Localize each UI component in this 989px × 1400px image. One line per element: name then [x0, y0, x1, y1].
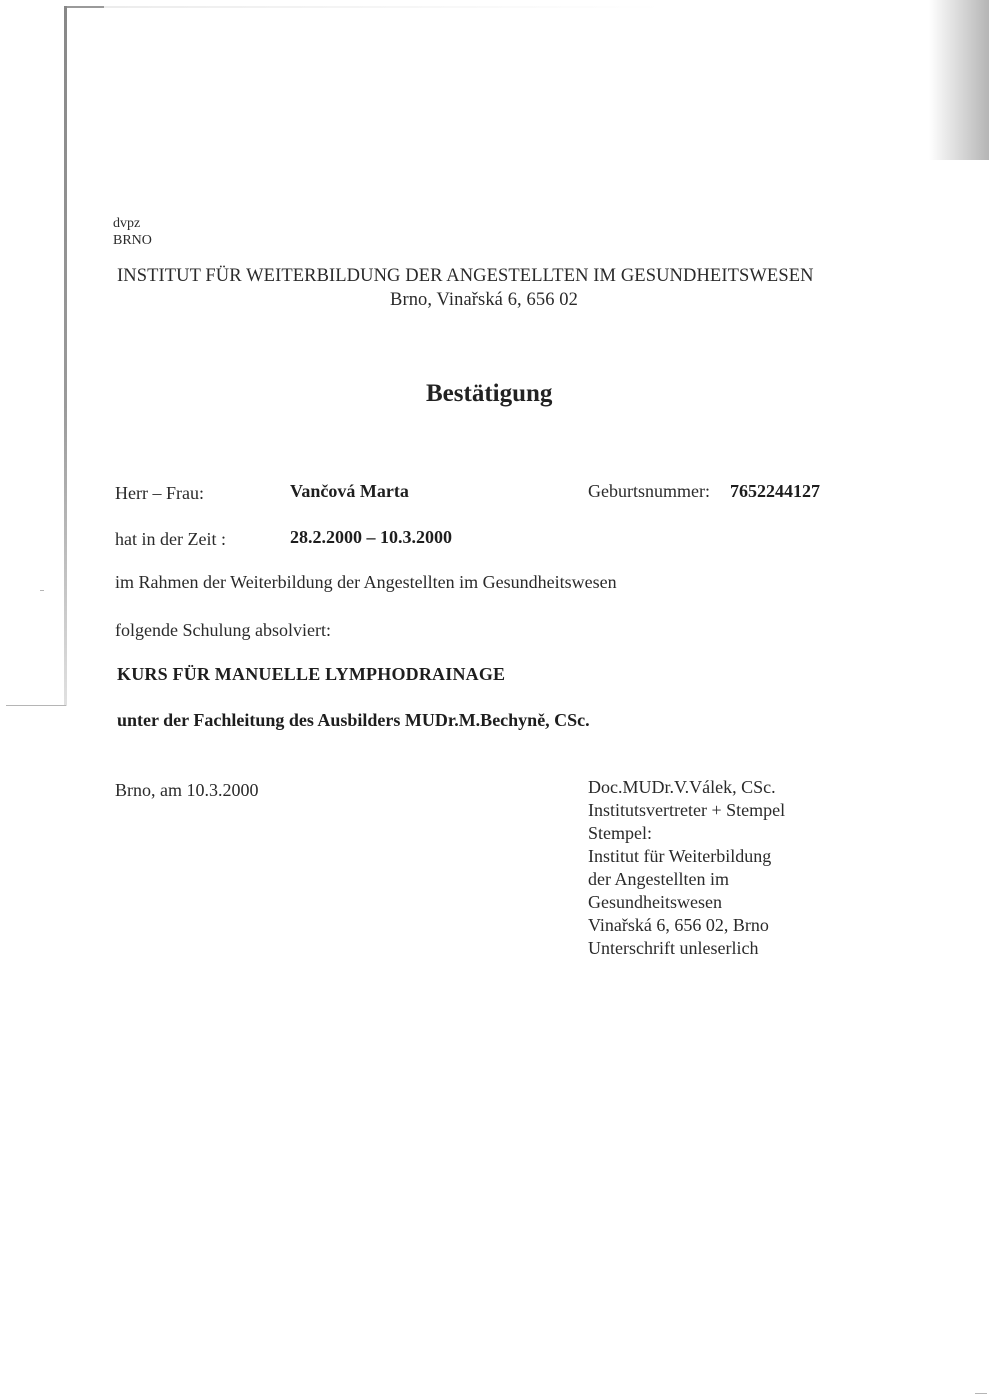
stamp-label: Stempel:	[588, 823, 652, 843]
course-title: KURS FÜR MANUELLE LYMPHODRAINAGE	[117, 664, 506, 684]
body-line-2: folgende Schulung absolviert:	[115, 620, 331, 640]
birth-number-label: Geburtsnummer:	[588, 481, 710, 501]
institute-address: Brno, Vinařská 6, 656 02	[390, 290, 578, 310]
document-title: Bestätigung	[426, 380, 553, 407]
place-date: Brno, am 10.3.2000	[115, 780, 259, 800]
stamp-line-4: Vinařská 6, 656 02, Brno	[588, 915, 769, 935]
stamp-line-2: der Angestellten im	[588, 869, 729, 889]
supervision-line: unter der Fachleitung des Ausbilders MUDr.M.Bechyně, CSc.	[117, 710, 590, 730]
scan-edge-top	[64, 6, 989, 8]
scan-mark	[6, 705, 66, 706]
signatory-role: Institutsvertreter + Stempel	[588, 800, 786, 820]
period-label: hat in der Zeit :	[115, 529, 226, 549]
scan-mark	[40, 590, 44, 591]
scan-mark	[975, 1393, 987, 1394]
person-label: Herr – Frau:	[115, 483, 204, 503]
person-name: Vančová Marta	[290, 481, 409, 501]
period-value: 28.2.2000 – 10.3.2000	[290, 527, 452, 547]
stamp-line-3: Gesundheitswesen	[588, 892, 722, 912]
scan-shadow	[929, 0, 989, 160]
org-city: BRNO	[113, 233, 152, 248]
institute-name: INSTITUT FÜR WEITERBILDUNG DER ANGESTELLTEN IM GESUNDHEITSWESEN	[117, 266, 814, 286]
stamp-line-1: Institut für Weiterbildung	[588, 846, 772, 866]
signatory-block	[588, 776, 785, 960]
scan-edge-left	[64, 6, 67, 706]
birth-number: 7652244127	[730, 481, 820, 501]
signatory-name: Doc.MUDr.V.Válek, CSc.	[588, 777, 776, 797]
org-short: dvpz	[113, 216, 141, 231]
body-line-1: im Rahmen der Weiterbildung der Angestellten im Gesundheitswesen	[115, 572, 617, 592]
signature-note: Unterschrift unleserlich	[588, 938, 759, 958]
